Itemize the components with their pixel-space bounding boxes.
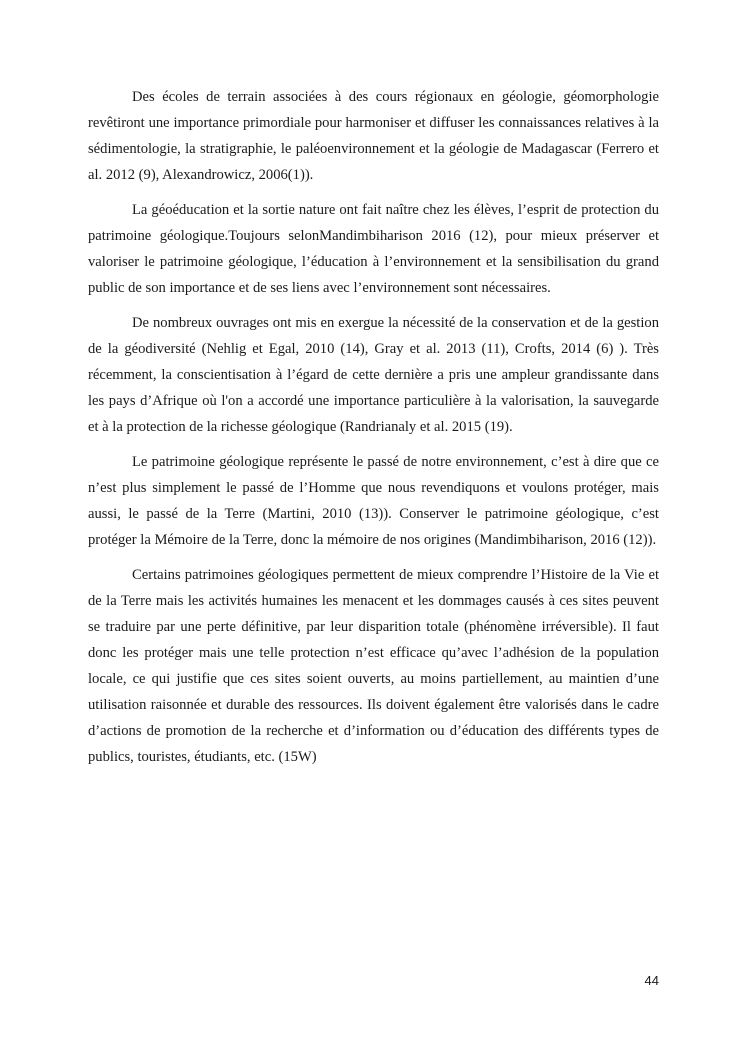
paragraph-5: Certains patrimoines géologiques permettent de mieux comprendre l’Histoire de la Vie et de la Terre mais les activités humaines les menacent et les dommages causés à ces sites peuvent se traduire par une perte définitive, par leur disparition totale (phénomène irréversible). Il faut donc les protéger mais une telle protection n’est efficace qu’avec l’adhésion de la population locale, ce qui justifie que ces sites soient ouverts, au moins partiellement, au maintien d’une utilisation raisonnée et durable des ressources. Ils doivent également être valorisés dans le cadre d’actions de promotion de la recherche et d’information ou d’éducation des différents types de publics, touristes, étudiants, etc. (15W)	[88, 567, 659, 765]
paragraph-4: Le patrimoine géologique représente le passé de notre environnement, c’est à dire que ce n’est plus simplement le passé de l’Homme que nous revendiquons et voulons protéger, mais aussi, le passé de la Terre (Martini, 2010 (13)). Conserver le patrimoine géologique, c’est protéger la Mémoire de la Terre, donc la mémoire de nos origines (Mandimbiharison, 2016 (12)).	[88, 454, 659, 548]
paragraph-3: De nombreux ouvrages ont mis en exergue la nécessité de la conservation et de la gestion de la géodiversité (Nehlig et Egal, 2010 (14), Gray et al. 2013 (11), Crofts, 2014 (6) ). Très récemment, la conscientisation à l’égard de cette dernière a pris une ampleur grandissante dans les pays d’Afrique où l'on a accordé une importance particulière à la valorisation, la sauvegarde et à la protection de la richesse géologique (Randrianaly et al. 2015 (19).	[88, 315, 659, 435]
paragraph-2: La géoéducation et la sortie nature ont fait naître chez les élèves, l’esprit de protection du patrimoine géologique.Toujours selonMandimbiharison 2016 (12), pour mieux préserver et valoriser le patrimoine géologique, l’éducation à l’environnement et la sensibilisation du grand public de son importance et de ses liens avec l’environnement sont nécessaires.	[88, 202, 659, 296]
body-text	[88, 84, 659, 779]
paragraph-1: Des écoles de terrain associées à des cours régionaux en géologie, géomorphologie revêtiront une importance primordiale pour harmoniser et diffuser les connaissances relatives à la sédimentologie, la stratigraphie, le paléoenvironnement et la géologie de Madagascar (Ferrero et al. 2012 (9), Alexandrowicz, 2006(1)).	[88, 89, 659, 183]
page-number: 44	[644, 973, 659, 988]
